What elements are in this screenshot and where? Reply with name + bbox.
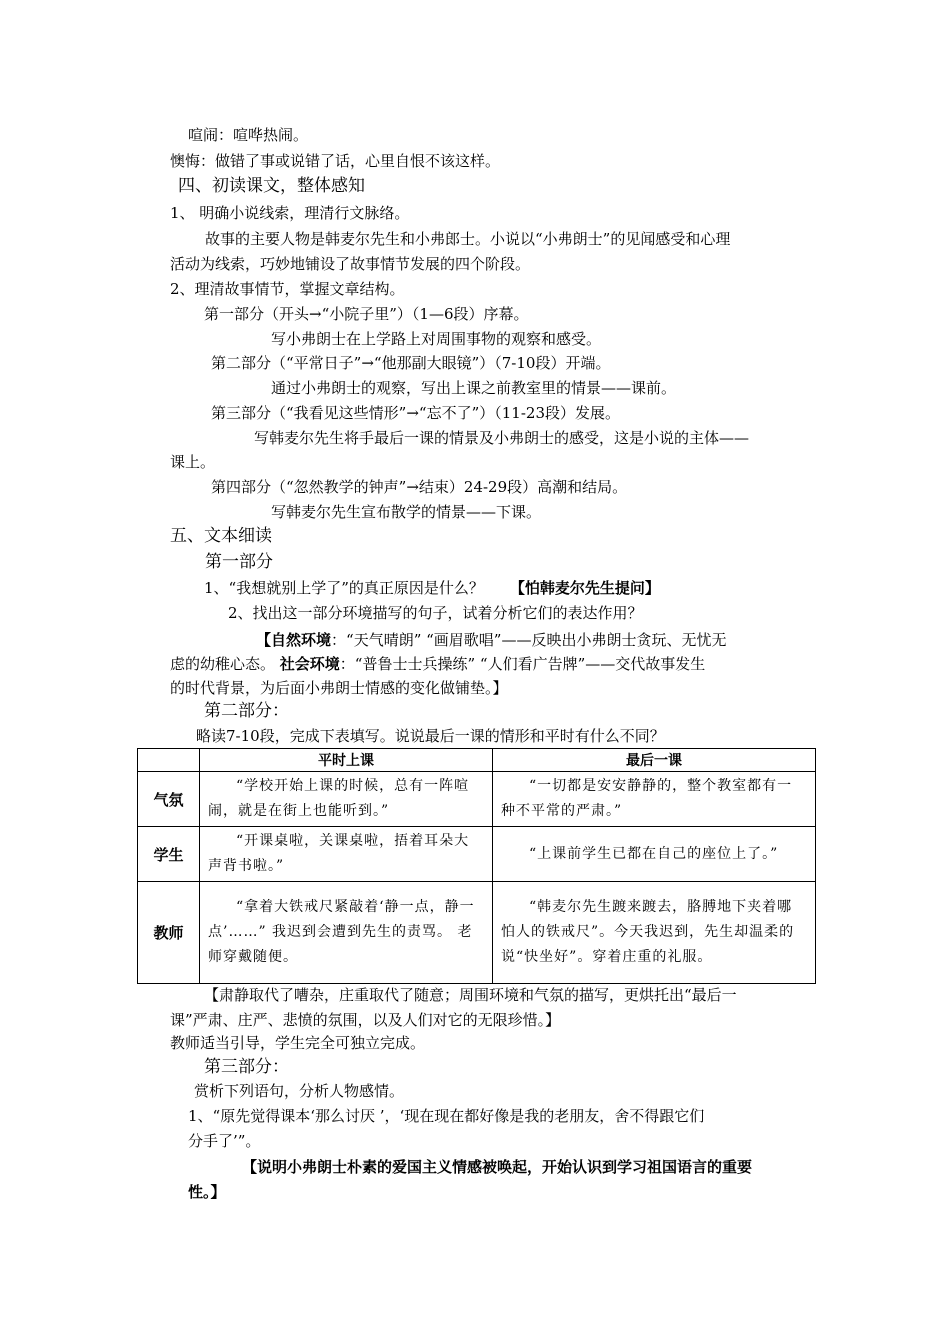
- cell-usual-students: “开课桌啦，关课桌啦，捂着耳朵大声背书啦。”: [200, 827, 493, 882]
- part1-answer-2-line3: 的时代背景，为后面小弗朗士情感的变化做铺垫。】: [170, 679, 508, 697]
- table-row: [138, 882, 816, 984]
- row-label-atmosphere: 气氛: [138, 772, 200, 827]
- part3-answer-1-line1: 【说明小弗朗士朴素的爱国主义情感被唤起，开始认识到学习祖国语言的重要: [242, 1158, 753, 1176]
- sec4-item-2: 2、理清故事情节，掌握文章结构。: [170, 280, 405, 298]
- table-header-usual: 平时上课: [200, 749, 493, 772]
- cell-last-atmosphere: “一切都是安安静静的，整个教室都有一种不平常的严肃。”: [493, 772, 816, 827]
- cell-usual-atmosphere: “学校开始上课的时候，总有一阵喧闹，就是在街上也能听到。”: [200, 772, 493, 827]
- part3-question-1-line1: 1、“原先觉得课本‘那么讨厌 ’，‘现在现在都好像是我的老朋友，舍不得跟它们: [188, 1107, 705, 1125]
- sec4-para1-line1: 故事的主要人物是韩麦尔先生和小弗郎士。小说以“小弗朗士”的见闻感受和心理: [205, 230, 731, 248]
- part-1-heading: 第一部分: [205, 552, 273, 572]
- sec4-item-1: 1、 明确小说线索，理清行文脉络。: [170, 204, 410, 222]
- part-2-heading: 第二部分：: [204, 701, 289, 721]
- structure-part-3-desc-line2: 课上。: [170, 453, 216, 471]
- table-header-last: 最后一课: [493, 749, 816, 772]
- part1-answer-2-line1: 【自然环境：“天气晴朗” “画眉歌唱”——反映出小弗朗士贪玩、无忧无: [256, 631, 727, 649]
- part2-intro: 略读7-10段，完成下表填写。说说最后一课的情形和平时有什么不同？: [196, 727, 665, 745]
- comparison-table: [137, 748, 816, 984]
- structure-part-4: 第四部分（“忽然教学的钟声”→结束）24-29段）高潮和结局。: [211, 478, 628, 496]
- part2-summary-line2: 课”严肃、庄严、悲愤的氛围，以及人们对它的无限珍惜。】: [170, 1011, 561, 1029]
- structure-part-4-desc: 写韩麦尔先生宣布散学的情景——下课。: [271, 503, 542, 521]
- vocab-xuannao: 喧闹：喧哗热闹。: [188, 126, 309, 144]
- part1-question-1: [204, 578, 660, 598]
- natural-env-label: 自然环境: [271, 631, 332, 649]
- teacher-note: 教师适当引导，学生完全可独立完成。: [170, 1034, 426, 1052]
- structure-part-2: 第二部分（“平常日子”→“他那副大眼镜”）（7-10段）开端。: [211, 354, 611, 372]
- part3-question-1-line2: 分手了’”。: [188, 1132, 261, 1150]
- section-5-heading: 五、文本细读: [170, 526, 272, 546]
- part3-answer-1-line2: 性。】: [188, 1183, 226, 1201]
- table-header-empty: [138, 749, 200, 772]
- table-header-row: [138, 749, 816, 772]
- structure-part-1-desc: 写小弗朗士在上学路上对周围事物的观察和感受。: [271, 330, 602, 348]
- row-label-teacher: 教师: [138, 882, 200, 984]
- part1-question-2: 2、找出这一部分环境描写的句子，试着分析它们的表达作用？: [228, 604, 643, 622]
- part2-summary-line1: 【肃静取代了嘈杂，庄重取代了随意；周围环境和气氛的描写，更烘托出“最后一: [204, 986, 737, 1004]
- table-row: [138, 827, 816, 882]
- part3-intro: 赏析下列语句，分析人物感情。: [194, 1082, 405, 1100]
- part-3-heading: 第三部分：: [204, 1057, 289, 1077]
- answer-text: 【怕韩麦尔先生提问】: [509, 579, 660, 597]
- cell-usual-teacher: “拿着大铁戒尺紧敲着‘静一点，静一点’……” 我迟到会遭到先生的责骂。 老师穿戴随便。: [200, 882, 493, 984]
- structure-part-3: 第三部分（“我看见这些情形”→“忘不了”）（11-23段）发展。: [211, 404, 620, 422]
- social-env-label: 社会环境: [279, 655, 340, 673]
- cell-last-teacher: “韩麦尔先生踱来踱去，胳膊地下夹着哪怕人的铁戒尺”。今天我迟到，先生却温柔的说“快坐好”。穿着庄重的礼服。: [493, 882, 816, 984]
- structure-part-3-desc-line1: 写韩麦尔先生将手最后一课的情景及小弗朗士的感受，这是小说的主体——: [254, 429, 750, 447]
- cell-last-students: “上课前学生已都在自己的座位上了。”: [493, 827, 816, 882]
- part1-answer-2-line2: 虑的幼稚心态。 社会环境：“普鲁士士兵操练” “人们看广告牌”——交代故事发生: [170, 655, 706, 673]
- structure-part-2-desc: 通过小弗朗士的观察，写出上课之前教室里的情景——课前。: [271, 379, 677, 397]
- section-4-heading: 四、初读课文，整体感知: [178, 176, 365, 196]
- table-row: [138, 772, 816, 827]
- structure-part-1: 第一部分（开头→“小院子里”）（1—6段）序幕。: [204, 305, 529, 323]
- question-text: 1、“我想就别上学了”的真正原因是什么？: [204, 579, 484, 597]
- row-label-students: 学生: [138, 827, 200, 882]
- sec4-para1-line2: 活动为线索，巧妙地铺设了故事情节发展的四个阶段。: [170, 255, 531, 273]
- vocab-aohui: 懊悔：做错了事或说错了话，心里自恨不该这样。: [170, 152, 501, 170]
